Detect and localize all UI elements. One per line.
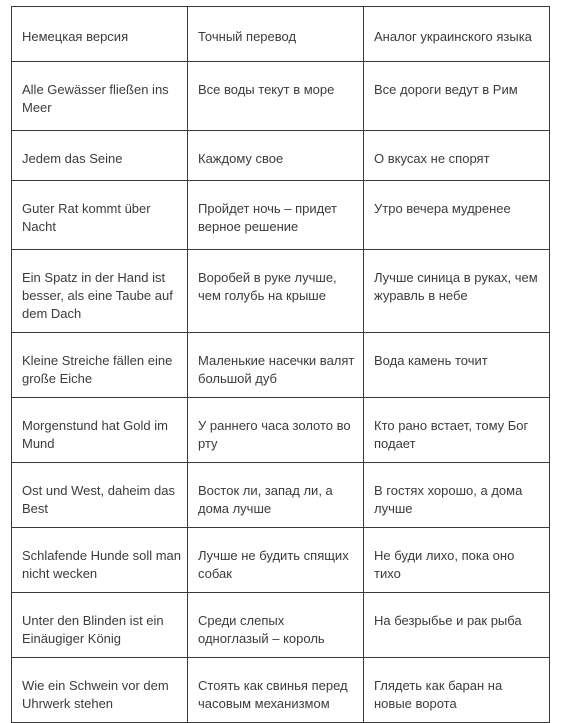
table-row xyxy=(12,463,550,528)
table-row xyxy=(12,333,550,398)
cell-analog: Утро вечера мудренее xyxy=(364,181,550,250)
cell-translation: Стоять как свинья перед часовым механизмом xyxy=(188,658,364,723)
cell-analog: Все дороги ведут в Рим xyxy=(364,62,550,131)
cell-translation: У раннего часа золото во рту xyxy=(188,398,364,463)
cell-analog: На безрыбье и рак рыба xyxy=(364,593,550,658)
table-row xyxy=(12,62,550,131)
cell-german: Guter Rat kommt über Nacht xyxy=(12,181,188,250)
header-cell-german: Немецкая версия xyxy=(12,7,188,62)
cell-translation: Воробей в руке лучше, чем голубь на крыше xyxy=(188,250,364,333)
cell-analog: Не буди лихо, пока оно тихо xyxy=(364,528,550,593)
header-cell-translation: Точный перевод xyxy=(188,7,364,62)
table-row xyxy=(12,250,550,333)
cell-analog: Кто рано встает, тому Бог подает xyxy=(364,398,550,463)
cell-analog: В гостях хорошо, а дома лучше xyxy=(364,463,550,528)
cell-translation: Лучше не будить спящих собак xyxy=(188,528,364,593)
cell-german: Alle Gewässer fließen ins Meer xyxy=(12,62,188,131)
cell-german: Schlafende Hunde soll man nicht wecken xyxy=(12,528,188,593)
cell-translation: Восток ли, запад ли, а дома лучше xyxy=(188,463,364,528)
cell-german: Ost und West, daheim das Best xyxy=(12,463,188,528)
table-row xyxy=(12,593,550,658)
table-header-row xyxy=(12,7,550,62)
table-row xyxy=(12,131,550,181)
table-row xyxy=(12,658,550,723)
cell-analog: Глядеть как баран на новые ворота xyxy=(364,658,550,723)
table-row xyxy=(12,398,550,463)
proverbs-table xyxy=(11,6,550,723)
cell-translation: Маленькие насечки валят большой дуб xyxy=(188,333,364,398)
cell-german: Jedem das Seine xyxy=(12,131,188,181)
cell-translation: Пройдет ночь – придет верное решение xyxy=(188,181,364,250)
cell-analog: О вкусах не спорят xyxy=(364,131,550,181)
cell-analog: Вода камень точит xyxy=(364,333,550,398)
header-cell-analog: Аналог украинского языка xyxy=(364,7,550,62)
cell-german: Morgenstund hat Gold im Mund xyxy=(12,398,188,463)
cell-german: Ein Spatz in der Hand ist besser, als eine Taube auf dem Dach xyxy=(12,250,188,333)
cell-german: Unter den Blinden ist ein Einäugiger König xyxy=(12,593,188,658)
cell-german: Kleine Streiche fällen eine große Eiche xyxy=(12,333,188,398)
cell-german: Wie ein Schwein vor dem Uhrwerk stehen xyxy=(12,658,188,723)
cell-analog: Лучше синица в руках, чем журавль в небе xyxy=(364,250,550,333)
table-row xyxy=(12,181,550,250)
cell-translation: Все воды текут в море xyxy=(188,62,364,131)
proverbs-table-container xyxy=(11,6,549,723)
cell-translation: Среди слепых одноглазый – король xyxy=(188,593,364,658)
cell-translation: Каждому свое xyxy=(188,131,364,181)
table-row xyxy=(12,528,550,593)
